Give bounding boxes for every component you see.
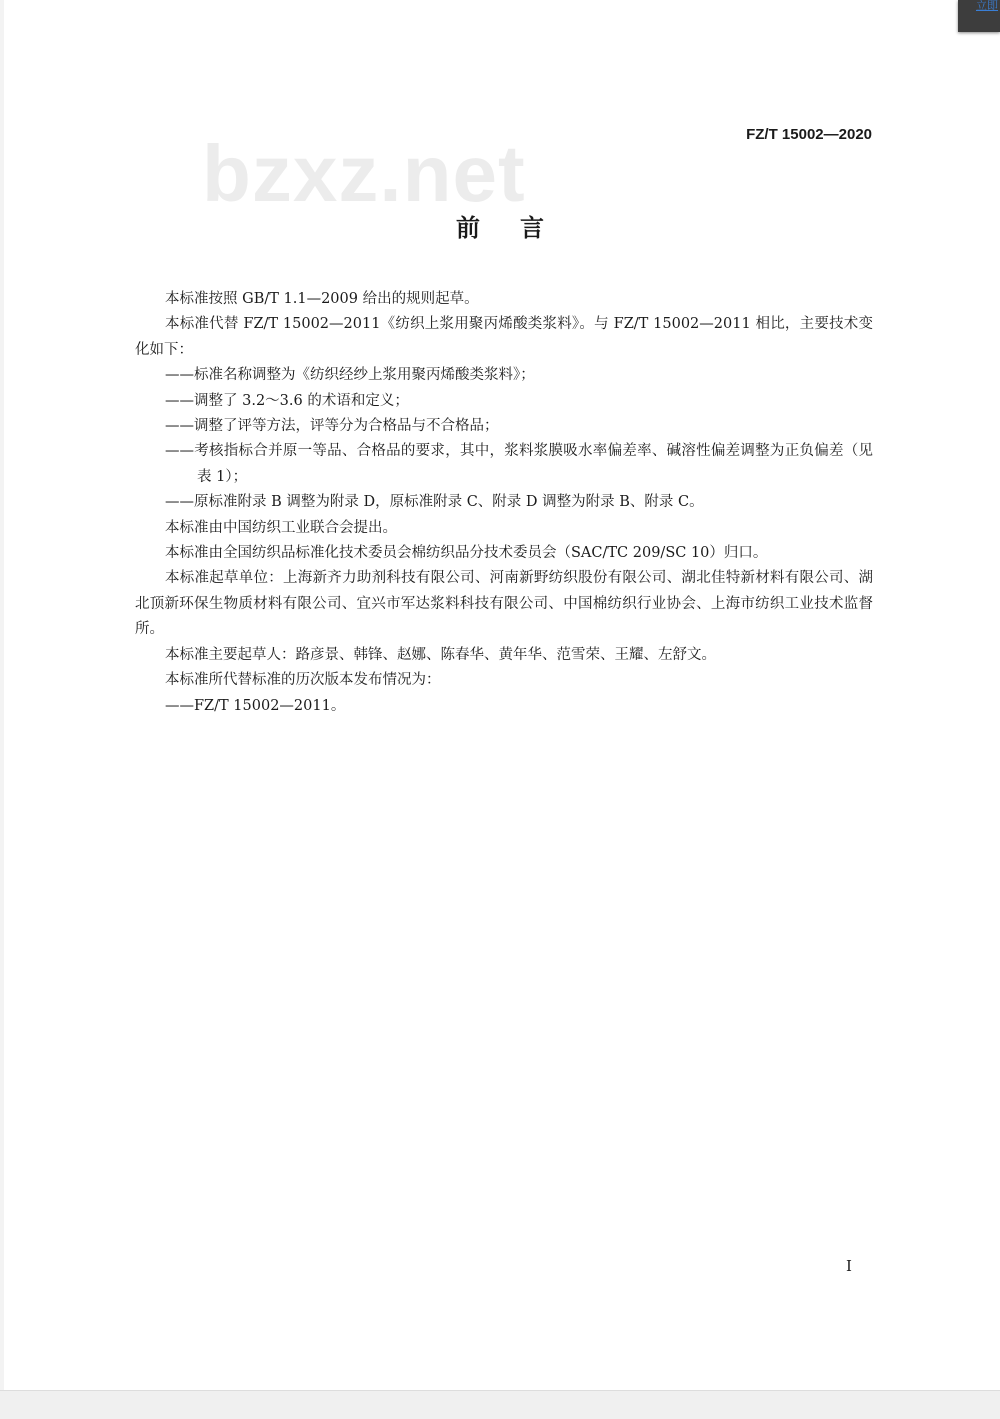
list-item — [135, 414, 873, 439]
watermark: bzxz.net — [202, 129, 526, 218]
paragraph: 本标准主要起草人：路彦景、韩锋、赵娜、陈春华、黄年华、范雪荣、王耀、左舒文。 — [165, 646, 716, 663]
page-title: 前言 — [456, 213, 584, 242]
list-item-text: ——调整了 3.2～3.6 的术语和定义； — [165, 392, 409, 409]
page-number: I — [846, 1257, 852, 1275]
list-item — [135, 439, 873, 490]
list-item — [135, 694, 873, 719]
list-item — [135, 490, 873, 515]
list-item — [135, 389, 873, 414]
list-item-text: ——考核指标合并原一等品、合格品的要求，其中，浆料浆膜吸水率偏差率、碱溶性偏差调整为正负偏差（见表 1）； — [165, 443, 873, 485]
document-body — [135, 287, 873, 719]
paragraph: 本标准所代替标准的历次版本发布情况为： — [165, 672, 441, 689]
list-item-text: ——原标准附录 B 调整为附录 D，原标准附录 C、附录 D 调整为附录 B、附录 C。 — [165, 494, 704, 511]
paragraph: 本标准起草单位：上海新齐力助剂科技有限公司、河南新野纺织股份有限公司、湖北佳特新材料有限公司、湖北顶新环保生物质材料有限公司、宜兴市军达浆料科技有限公司、中国棉纺织行业协会、上海市纺织工业技术监督所。 — [135, 570, 873, 638]
list-item — [135, 363, 873, 388]
corner-overlay-button[interactable] — [958, 0, 1000, 32]
list-item-text: ——调整了评等方法，评等分为合格品与不合格品； — [165, 418, 499, 435]
list-item-text: ——FZ/T 15002—2011。 — [165, 697, 346, 714]
bottom-scrollbar[interactable] — [0, 1390, 1000, 1419]
paragraph: 本标准按照 GB/T 1.1—2009 给出的规则起草。 — [165, 291, 479, 307]
paragraph: 本标准代替 FZ/T 15002—2011《纺织上浆用聚丙烯酸类浆料》。与 FZ/T 15002—2011 相比，主要技术变化如下： — [135, 316, 873, 358]
standard-number: FZ/T 15002—2020 — [746, 126, 872, 143]
paragraph: 本标准由中国纺织工业联合会提出。 — [165, 519, 397, 536]
corner-link[interactable]: 立即 — [976, 0, 998, 12]
paragraph: 本标准由全国纺织品标准化技术委员会棉纺织品分技术委员会（SAC/TC 209/SC 10）归口。 — [165, 545, 768, 562]
list-item-text: ——标准名称调整为《纺织经纱上浆用聚丙烯酸类浆料》； — [165, 367, 535, 384]
